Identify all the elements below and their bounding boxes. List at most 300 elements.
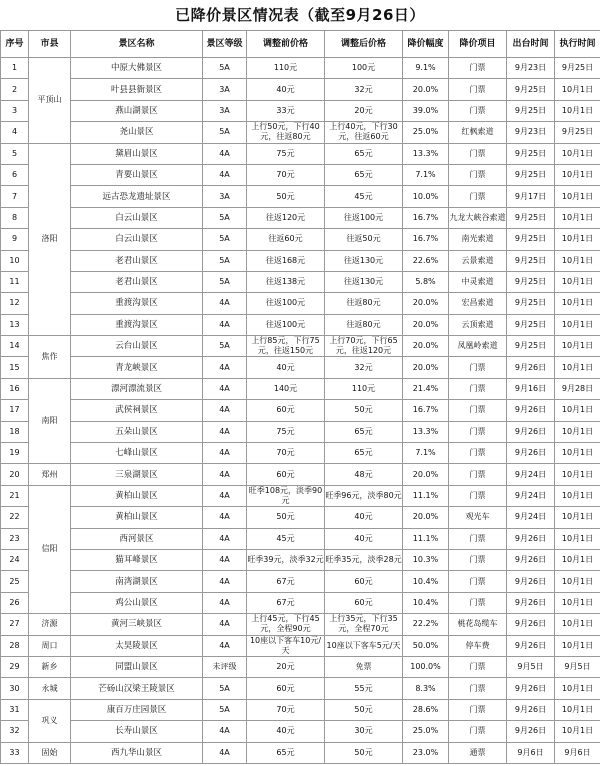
scenic-name: 七峰山景区 — [71, 443, 203, 464]
effective-date: 10月1日 — [555, 207, 600, 228]
row-number: 12 — [1, 293, 29, 314]
discount-item: 云景索道 — [449, 250, 507, 271]
scenic-level: 4A — [203, 721, 247, 742]
effective-date: 10月1日 — [555, 186, 600, 207]
price-after: 60元 — [325, 571, 403, 592]
price-after: 往返50元 — [325, 229, 403, 250]
discount-item: 门票 — [449, 357, 507, 378]
effective-date: 10月1日 — [555, 336, 600, 357]
price-after: 往返130元 — [325, 250, 403, 271]
effective-date: 10月1日 — [555, 143, 600, 164]
scenic-name: 南湾湖景区 — [71, 571, 203, 592]
header-cell: 景区名称 — [71, 31, 203, 58]
discount-rate: 9.1% — [403, 58, 449, 79]
row-number: 6 — [1, 164, 29, 185]
price-before: 45元 — [247, 528, 325, 549]
price-after: 30元 — [325, 721, 403, 742]
price-before: 67元 — [247, 592, 325, 613]
header-cell: 景区等级 — [203, 31, 247, 58]
issue-date: 9月26日 — [507, 699, 555, 720]
effective-date: 10月1日 — [555, 528, 600, 549]
scenic-level: 4A — [203, 164, 247, 185]
price-before: 往返168元 — [247, 250, 325, 271]
price-before: 40元 — [247, 721, 325, 742]
discount-rate: 39.0% — [403, 100, 449, 121]
discount-item: 桃花岛缆车 — [449, 614, 507, 635]
header-cell: 降价幅度 — [403, 31, 449, 58]
discount-rate: 20.0% — [403, 314, 449, 335]
table-row — [1, 443, 600, 464]
row-number: 29 — [1, 656, 29, 677]
price-after: 上行70元，下行65元，往返120元 — [325, 336, 403, 357]
row-number: 23 — [1, 528, 29, 549]
row-number: 8 — [1, 207, 29, 228]
scenic-level: 4A — [203, 421, 247, 442]
discount-item: 门票 — [449, 528, 507, 549]
issue-date: 9月26日 — [507, 549, 555, 570]
scenic-name: 同盟山景区 — [71, 656, 203, 677]
discount-item: 门票 — [449, 164, 507, 185]
table-row — [1, 699, 600, 720]
discount-item: 凤凰岭索道 — [449, 336, 507, 357]
discount-item: 门票 — [449, 485, 507, 506]
discount-rate: 22.2% — [403, 614, 449, 635]
discount-item: 门票 — [449, 400, 507, 421]
issue-date: 9月6日 — [507, 742, 555, 763]
scenic-level: 4A — [203, 400, 247, 421]
price-before: 70元 — [247, 699, 325, 720]
discount-rate: 28.6% — [403, 699, 449, 720]
effective-date: 10月1日 — [555, 357, 600, 378]
price-before: 40元 — [247, 79, 325, 100]
scenic-level: 4A — [203, 443, 247, 464]
table-body — [1, 58, 600, 764]
city-cell: 周口 — [29, 635, 71, 656]
price-after: 45元 — [325, 186, 403, 207]
issue-date: 9月24日 — [507, 464, 555, 485]
city-cell: 永城 — [29, 678, 71, 699]
scenic-name: 青龙峡景区 — [71, 357, 203, 378]
issue-date: 9月26日 — [507, 528, 555, 549]
discount-item: 云顶索道 — [449, 314, 507, 335]
row-number: 33 — [1, 742, 29, 763]
scenic-name: 黄柏山景区 — [71, 485, 203, 506]
discount-item: 南光索道 — [449, 229, 507, 250]
price-before: 旺季108元，淡季90元 — [247, 485, 325, 506]
discount-rate: 10.0% — [403, 186, 449, 207]
table-row — [1, 357, 600, 378]
scenic-level: 4A — [203, 635, 247, 656]
table-row — [1, 592, 600, 613]
price-before: 20元 — [247, 656, 325, 677]
discount-item: 门票 — [449, 443, 507, 464]
price-before: 往返100元 — [247, 293, 325, 314]
effective-date: 10月1日 — [555, 721, 600, 742]
row-number: 27 — [1, 614, 29, 635]
price-after: 往返80元 — [325, 314, 403, 335]
discount-item: 中灵索道 — [449, 271, 507, 292]
scenic-level: 4A — [203, 571, 247, 592]
discount-item: 门票 — [449, 79, 507, 100]
row-number: 21 — [1, 485, 29, 506]
discount-item: 门票 — [449, 699, 507, 720]
issue-date: 9月5日 — [507, 656, 555, 677]
issue-date: 9月25日 — [507, 100, 555, 121]
price-after: 40元 — [325, 507, 403, 528]
price-after: 100元 — [325, 58, 403, 79]
discount-rate: 8.3% — [403, 678, 449, 699]
discount-item: 红枫索道 — [449, 122, 507, 143]
row-number: 16 — [1, 378, 29, 399]
discount-item: 门票 — [449, 421, 507, 442]
row-number: 11 — [1, 271, 29, 292]
table-row — [1, 336, 600, 357]
price-before: 50元 — [247, 507, 325, 528]
table-row — [1, 400, 600, 421]
scenic-name: 太昊陵景区 — [71, 635, 203, 656]
city-cell: 新乡 — [29, 656, 71, 677]
effective-date: 10月1日 — [555, 421, 600, 442]
city-cell: 南阳 — [29, 378, 71, 464]
scenic-name: 长寿山景区 — [71, 721, 203, 742]
discount-rate: 16.7% — [403, 207, 449, 228]
row-number: 14 — [1, 336, 29, 357]
price-before: 上行50元，下行40元，往返80元 — [247, 122, 325, 143]
issue-date: 9月25日 — [507, 314, 555, 335]
scenic-name: 黄河三峡景区 — [71, 614, 203, 635]
price-before: 70元 — [247, 164, 325, 185]
discount-item: 门票 — [449, 100, 507, 121]
discount-item: 九龙大峡谷索道 — [449, 207, 507, 228]
issue-date: 9月26日 — [507, 443, 555, 464]
discount-rate: 5.8% — [403, 271, 449, 292]
price-after: 60元 — [325, 592, 403, 613]
scenic-name: 猫耳峰景区 — [71, 549, 203, 570]
table-row — [1, 571, 600, 592]
row-number: 30 — [1, 678, 29, 699]
issue-date: 9月25日 — [507, 293, 555, 314]
issue-date: 9月25日 — [507, 271, 555, 292]
header-row — [1, 31, 600, 58]
scenic-level: 4A — [203, 549, 247, 570]
price-before: 上行45元，下行45元，全程90元 — [247, 614, 325, 635]
scenic-level: 4A — [203, 314, 247, 335]
table-row — [1, 58, 600, 79]
discount-item: 门票 — [449, 378, 507, 399]
price-after: 110元 — [325, 378, 403, 399]
scenic-level: 5A — [203, 58, 247, 79]
price-before: 33元 — [247, 100, 325, 121]
effective-date: 9月28日 — [555, 378, 600, 399]
price-before: 60元 — [247, 678, 325, 699]
discount-rate: 20.0% — [403, 293, 449, 314]
issue-date: 9月26日 — [507, 592, 555, 613]
discount-rate: 25.0% — [403, 122, 449, 143]
discount-rate: 13.3% — [403, 143, 449, 164]
table-title: 已降价景区情况表（截至9月26日） — [175, 6, 425, 24]
price-before: 60元 — [247, 464, 325, 485]
discount-rate: 100.0% — [403, 656, 449, 677]
discount-rate: 50.0% — [403, 635, 449, 656]
price-after: 65元 — [325, 143, 403, 164]
price-before: 往返120元 — [247, 207, 325, 228]
price-after: 上行35元，下行35元，全程70元 — [325, 614, 403, 635]
discount-item: 门票 — [449, 592, 507, 613]
table-row — [1, 742, 600, 763]
price-after: 50元 — [325, 400, 403, 421]
effective-date: 10月1日 — [555, 485, 600, 506]
scenic-name: 鸡公山景区 — [71, 592, 203, 613]
scenic-name: 老君山景区 — [71, 271, 203, 292]
effective-date: 10月1日 — [555, 164, 600, 185]
row-number: 4 — [1, 122, 29, 143]
header-cell: 市县 — [29, 31, 71, 58]
discount-rate: 20.0% — [403, 507, 449, 528]
price-before: 110元 — [247, 58, 325, 79]
table-row — [1, 79, 600, 100]
table-row — [1, 229, 600, 250]
effective-date: 10月1日 — [555, 100, 600, 121]
effective-date: 10月1日 — [555, 229, 600, 250]
scenic-level: 5A — [203, 207, 247, 228]
scenic-name: 芒砀山汉梁王陵景区 — [71, 678, 203, 699]
price-table — [0, 30, 600, 764]
table-row — [1, 293, 600, 314]
price-before: 上行85元，下行75元，往返150元 — [247, 336, 325, 357]
row-number: 17 — [1, 400, 29, 421]
price-before: 67元 — [247, 571, 325, 592]
table-row — [1, 721, 600, 742]
table-row — [1, 421, 600, 442]
effective-date: 10月1日 — [555, 507, 600, 528]
discount-rate: 20.0% — [403, 336, 449, 357]
scenic-name: 五朵山景区 — [71, 421, 203, 442]
row-number: 32 — [1, 721, 29, 742]
price-before: 70元 — [247, 443, 325, 464]
issue-date: 9月23日 — [507, 122, 555, 143]
price-after: 往返130元 — [325, 271, 403, 292]
city-cell: 平顶山 — [29, 58, 71, 144]
table-row — [1, 164, 600, 185]
table-row — [1, 122, 600, 143]
scenic-level: 3A — [203, 79, 247, 100]
table-row — [1, 207, 600, 228]
effective-date: 10月1日 — [555, 592, 600, 613]
table-row — [1, 250, 600, 271]
scenic-level: 4A — [203, 485, 247, 506]
discount-rate: 21.4% — [403, 378, 449, 399]
row-number: 9 — [1, 229, 29, 250]
effective-date: 9月25日 — [555, 122, 600, 143]
city-cell: 巩义 — [29, 699, 71, 742]
header-cell: 调整后价格 — [325, 31, 403, 58]
issue-date: 9月17日 — [507, 186, 555, 207]
city-cell: 焦作 — [29, 336, 71, 379]
effective-date: 10月1日 — [555, 271, 600, 292]
scenic-level: 4A — [203, 293, 247, 314]
city-cell: 固始 — [29, 742, 71, 763]
discount-item: 门票 — [449, 678, 507, 699]
price-after: 免票 — [325, 656, 403, 677]
scenic-level: 未评级 — [203, 656, 247, 677]
table-row — [1, 678, 600, 699]
scenic-level: 3A — [203, 186, 247, 207]
discount-rate: 10.4% — [403, 592, 449, 613]
issue-date: 9月26日 — [507, 571, 555, 592]
effective-date: 10月1日 — [555, 678, 600, 699]
table-row — [1, 143, 600, 164]
discount-rate: 22.6% — [403, 250, 449, 271]
price-after: 65元 — [325, 164, 403, 185]
discount-item: 门票 — [449, 721, 507, 742]
scenic-name: 西河景区 — [71, 528, 203, 549]
row-number: 13 — [1, 314, 29, 335]
discount-item: 宏昌索道 — [449, 293, 507, 314]
issue-date: 9月25日 — [507, 143, 555, 164]
price-before: 往返138元 — [247, 271, 325, 292]
discount-item: 门票 — [449, 464, 507, 485]
scenic-name: 西九华山景区 — [71, 742, 203, 763]
scenic-level: 5A — [203, 699, 247, 720]
discount-item: 门票 — [449, 571, 507, 592]
effective-date: 9月25日 — [555, 58, 600, 79]
discount-item: 门票 — [449, 656, 507, 677]
scenic-level: 5A — [203, 336, 247, 357]
table-row — [1, 464, 600, 485]
price-before: 75元 — [247, 143, 325, 164]
scenic-level: 4A — [203, 464, 247, 485]
discount-rate: 16.7% — [403, 229, 449, 250]
issue-date: 9月25日 — [507, 229, 555, 250]
effective-date: 9月5日 — [555, 656, 600, 677]
price-after: 旺季35元，淡季28元 — [325, 549, 403, 570]
row-number: 5 — [1, 143, 29, 164]
price-after: 32元 — [325, 79, 403, 100]
scenic-level: 5A — [203, 122, 247, 143]
discount-rate: 7.1% — [403, 164, 449, 185]
row-number: 3 — [1, 100, 29, 121]
city-cell: 洛阳 — [29, 143, 71, 336]
header-cell: 降价项目 — [449, 31, 507, 58]
scenic-name: 康百万庄园景区 — [71, 699, 203, 720]
price-after: 65元 — [325, 443, 403, 464]
price-before: 往返100元 — [247, 314, 325, 335]
scenic-level: 4A — [203, 357, 247, 378]
discount-item: 门票 — [449, 549, 507, 570]
discount-item: 门票 — [449, 58, 507, 79]
row-number: 28 — [1, 635, 29, 656]
effective-date: 10月1日 — [555, 635, 600, 656]
price-after: 往返80元 — [325, 293, 403, 314]
row-number: 20 — [1, 464, 29, 485]
table-row — [1, 485, 600, 506]
scenic-name: 青要山景区 — [71, 164, 203, 185]
table-row — [1, 656, 600, 677]
scenic-name: 黄柏山景区 — [71, 507, 203, 528]
scenic-level: 4A — [203, 592, 247, 613]
scenic-name: 尧山景区 — [71, 122, 203, 143]
price-after: 50元 — [325, 742, 403, 763]
scenic-name: 远古恐龙遗址景区 — [71, 186, 203, 207]
discount-item: 停车费 — [449, 635, 507, 656]
effective-date: 9月6日 — [555, 742, 600, 763]
header-cell: 出台时间 — [507, 31, 555, 58]
city-cell: 信阳 — [29, 485, 71, 613]
issue-date: 9月16日 — [507, 378, 555, 399]
city-cell: 济源 — [29, 614, 71, 635]
row-number: 7 — [1, 186, 29, 207]
price-after: 10座以下客车5元/天 — [325, 635, 403, 656]
scenic-name: 白云山景区 — [71, 207, 203, 228]
scenic-level: 4A — [203, 614, 247, 635]
row-number: 24 — [1, 549, 29, 570]
scenic-name: 重渡沟景区 — [71, 314, 203, 335]
scenic-level: 5A — [203, 271, 247, 292]
price-before: 65元 — [247, 742, 325, 763]
scenic-level: 4A — [203, 742, 247, 763]
price-before: 40元 — [247, 357, 325, 378]
table-row — [1, 549, 600, 570]
price-after: 20元 — [325, 100, 403, 121]
discount-rate: 16.7% — [403, 400, 449, 421]
discount-rate: 11.1% — [403, 485, 449, 506]
effective-date: 10月1日 — [555, 443, 600, 464]
price-after: 65元 — [325, 421, 403, 442]
scenic-name: 黛眉山景区 — [71, 143, 203, 164]
table-row — [1, 528, 600, 549]
effective-date: 10月1日 — [555, 293, 600, 314]
price-after: 32元 — [325, 357, 403, 378]
row-number: 15 — [1, 357, 29, 378]
discount-rate: 10.3% — [403, 549, 449, 570]
scenic-name: 武侯祠景区 — [71, 400, 203, 421]
row-number: 22 — [1, 507, 29, 528]
scenic-level: 5A — [203, 678, 247, 699]
issue-date: 9月24日 — [507, 485, 555, 506]
issue-date: 9月26日 — [507, 614, 555, 635]
discount-rate: 20.0% — [403, 357, 449, 378]
issue-date: 9月26日 — [507, 635, 555, 656]
issue-date: 9月25日 — [507, 207, 555, 228]
price-after: 旺季96元，淡季80元 — [325, 485, 403, 506]
table-row — [1, 507, 600, 528]
effective-date: 10月1日 — [555, 571, 600, 592]
effective-date: 10月1日 — [555, 699, 600, 720]
price-before: 140元 — [247, 378, 325, 399]
issue-date: 9月24日 — [507, 507, 555, 528]
table-row — [1, 378, 600, 399]
discount-rate: 20.0% — [403, 464, 449, 485]
header-cell: 序号 — [1, 31, 29, 58]
effective-date: 10月1日 — [555, 250, 600, 271]
effective-date: 10月1日 — [555, 549, 600, 570]
discount-item: 门票 — [449, 186, 507, 207]
row-number: 31 — [1, 699, 29, 720]
row-number: 19 — [1, 443, 29, 464]
table-row — [1, 614, 600, 635]
scenic-level: 3A — [203, 100, 247, 121]
scenic-name: 中原大佛景区 — [71, 58, 203, 79]
price-before: 旺季39元，淡季32元 — [247, 549, 325, 570]
table-row — [1, 271, 600, 292]
scenic-level: 4A — [203, 507, 247, 528]
discount-rate: 13.3% — [403, 421, 449, 442]
scenic-name: 漂河漂流景区 — [71, 378, 203, 399]
row-number: 1 — [1, 58, 29, 79]
issue-date: 9月23日 — [507, 58, 555, 79]
price-before: 50元 — [247, 186, 325, 207]
scenic-level: 4A — [203, 143, 247, 164]
